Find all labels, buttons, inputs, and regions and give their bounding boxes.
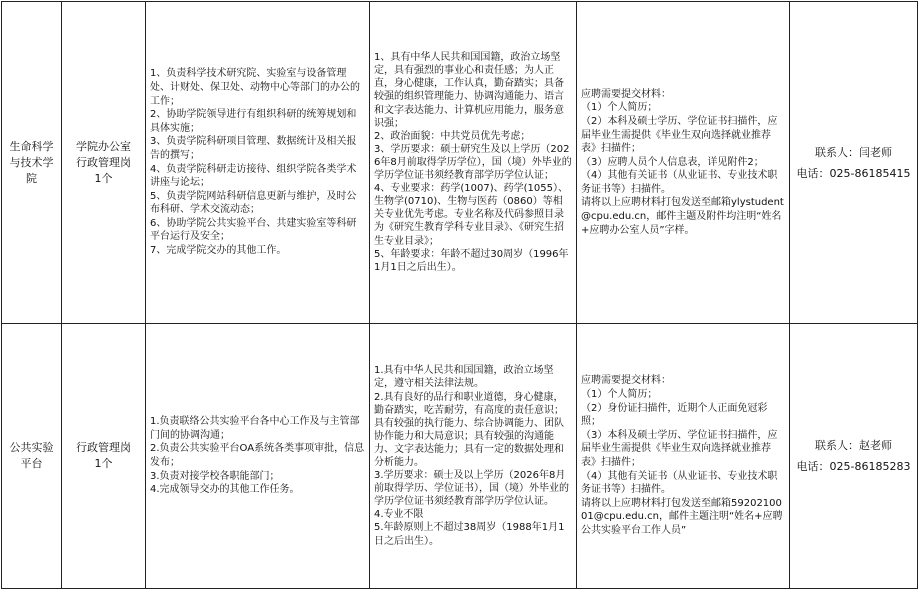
requirement-item: 4、专业要求：药学(1007)、药学(1055）、生物学(0710)、生物与医药（0860）等相关专业优先考虑。专业名称及代码参照目录为《研究生教育学科专业目录》、《研究生招生专业目录》； (374, 183, 568, 247)
duty-item: 4.完成领导交办的其他工作任务。 (150, 484, 300, 496)
material-item: （3）应聘人员个人信息表，详见附件2； (581, 156, 764, 168)
duties-cell (146, 324, 370, 588)
materials-cell (577, 2, 790, 323)
materials-submission-note: 请将以上应聘材料打包发送至邮箱ylystudent@cpu.edu.cn，邮件主题及附件均注明“姓名+应聘办公室人员”字样。 (581, 197, 784, 236)
material-item: （4）其他有关证书（从业证书、专业技术职务证书等）扫描件。 (581, 470, 778, 496)
duty-item: 5、负责学院网站科研信息更新与维护，及时公布科研、学术交流动态； (150, 190, 357, 216)
material-item: （3）本科及硕士学历、学位证书扫描件，应届毕业生需提供《毕业生双向选择就业推荐表》扫描件； (581, 429, 778, 468)
duty-item: 2、协助学院领导进行有组织科研的统筹规划和具体实施； (150, 109, 357, 134)
requirement-item: 1、具有中华人民共和国国籍，政治立场坚定，具有强烈的事业心和责任感；为人正直，身心健康，工作认真，勤奋踏实；具备较强的组织管理能力、协调沟通能力、语言和文字表达能力、计算机应用能力，服务意识强； (374, 52, 564, 129)
post-count: 1个 (94, 171, 113, 185)
requirement-item: 5、年龄要求：年龄不超过30周岁（1996年1月1日之后出生）。 (374, 248, 569, 273)
material-item: （1）个人简历； (581, 102, 658, 114)
requirement-item: 3.学历要求：硕士及以上学历（2026年8月前取得学历、学位证书），国（境）外毕业的学历学位证书须经教育部学历学位认证。 (374, 470, 569, 508)
material-item: （4）其他有关证书（从业证书、专业技术职务证书等）扫描件。 (581, 170, 778, 195)
requirements-cell (370, 2, 577, 323)
post-cell (62, 2, 146, 323)
duty-item: 2.负责公共实验平台OA系统各类事项审批，信息发布； (150, 443, 365, 468)
contact-phone: 电话：025-86185415 (796, 166, 911, 180)
materials-heading: 应聘需要提交材料： (581, 375, 671, 387)
unit-name-line: 生命科学 (9, 139, 54, 153)
duty-item: 6、协助学院公共实验平台、共建实验室等科研平台运行及安全； (150, 217, 357, 243)
post-name-line: 行政管理岗 (76, 441, 131, 454)
recruitment-table (1, 1, 918, 589)
duty-item: 1.负责联络公共实验平台各中心工作及与主管部门间的协调沟通； (150, 416, 360, 441)
post-name-line: 行政管理岗 (76, 155, 131, 169)
duty-item: 3、负责学院科研项目管理、数据统计及相关报告的撰写； (150, 136, 357, 161)
contact-cell (790, 2, 917, 323)
table-row (2, 2, 917, 324)
duties-cell (146, 2, 370, 323)
material-item: （2）身份证扫描件，近期个人正面免冠彩照； (581, 402, 768, 428)
duty-item: 4、负责学院科研走访接待、组织学院各类学术讲座与论坛； (150, 163, 357, 189)
unit-name-line: 院 (26, 171, 37, 185)
duty-item: 3.负责对接学校各职能部门； (150, 470, 280, 482)
material-item: （1）个人简历； (581, 389, 658, 401)
requirement-item: 3、学历要求：硕士研究生及以上学历（2026年8月前取得学历学位），国（境）外毕业的学历学位证书须经教育部学历学位认证； (374, 143, 572, 182)
requirement-item: 1.具有中华人民共和国国籍，政治立场坚定，遵守相关法律法规。 (374, 365, 554, 390)
contact-person: 联系人：闫老师 (815, 145, 892, 159)
duty-item: 1、负责科学技术研究院、实验室与设备管理处、计财处、保卫处、动物中心等部门的办公的工作； (150, 68, 360, 107)
requirement-item: 2、政治面貌：中共党员优先考虑； (374, 130, 531, 142)
material-item: （2）本科及硕士学历、学位证书扫描件，应届毕业生需提供《毕业生双向选择就业推荐表》扫描件； (581, 115, 778, 155)
materials-cell (577, 324, 790, 588)
unit-name-line: 与技术学 (9, 155, 54, 169)
materials-submission-note: 请将以上应聘材料打包发送至邮箱5920210001@cpu.edu.cn，邮件主题注明“姓名+应聘公共实验平台工作人员” (581, 497, 783, 536)
unit-cell (2, 324, 62, 588)
unit-name-line: 公共实验 (9, 441, 54, 454)
contact-phone: 电话：025-86185283 (796, 460, 911, 473)
contact-cell (790, 324, 917, 588)
contact-person: 联系人：赵老师 (815, 439, 892, 452)
post-count: 1个 (94, 457, 113, 470)
unit-cell (2, 2, 62, 323)
requirement-item: 5.年龄原则上不超过38周岁（1988年1月1日之后出生）。 (374, 522, 565, 547)
requirements-cell (370, 324, 577, 588)
requirement-item: 4.专业不限 (374, 509, 424, 521)
requirement-item: 2.具有良好的品行和职业道德，身心健康，勤奋踏实，吃苦耐劳，有高度的责任意识；具有较强的执行能力、综合协调能力、团队协作能力和大局意识；具有较强的沟通能力、文字表达能力；具有一定的数据处理和分析能力。 (374, 391, 564, 468)
table-row (2, 324, 917, 588)
materials-heading: 应聘需要提交材料： (581, 88, 671, 100)
post-name-line: 学院办公室 (76, 139, 131, 153)
post-cell (62, 324, 146, 588)
duty-item: 7、完成学院交办的其他工作。 (150, 245, 287, 257)
unit-name-line: 平台 (20, 457, 43, 470)
